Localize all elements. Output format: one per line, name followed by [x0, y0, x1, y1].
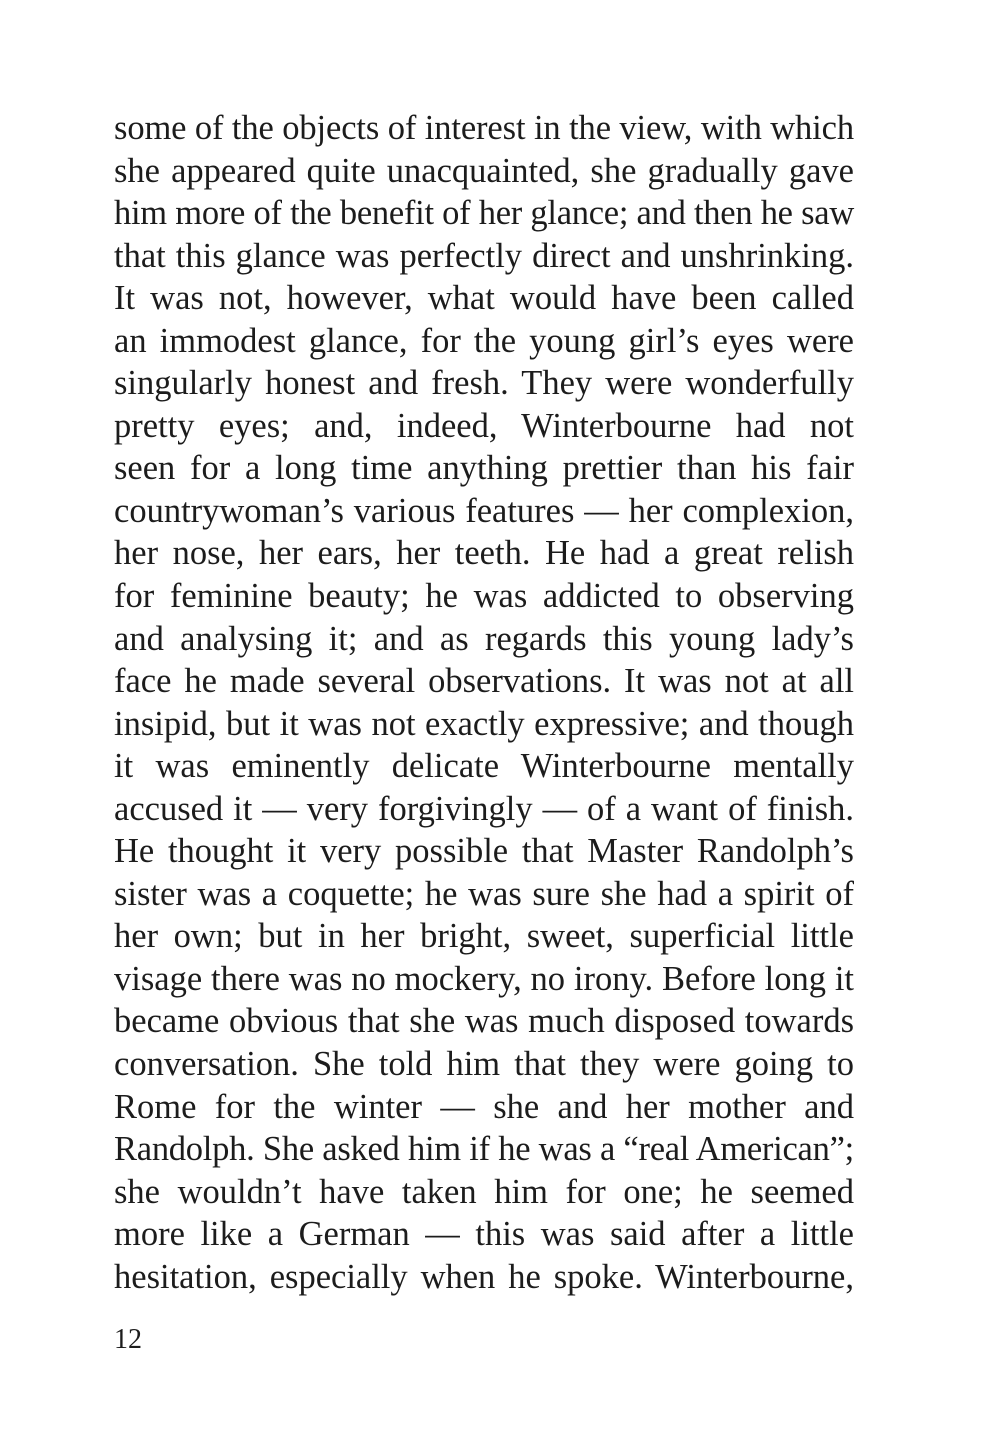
- text-line: became obvious that she was much disposed towards: [114, 1002, 854, 1041]
- text-line: conversation. She told him that they were going to: [114, 1045, 854, 1084]
- text-line: some of the objects of interest in the view, with which: [114, 109, 854, 147]
- text-line: she appeared quite unacquainted, she gradually gave: [114, 151, 854, 190]
- text-line: hesitation, especially when he spoke. Winterbourne,: [114, 1257, 854, 1296]
- text-line: visage there was no mockery, no irony. Before long it: [114, 959, 854, 998]
- text-line: He thought it very possible that Master Randolph’s: [114, 832, 854, 871]
- text-line: sister was a coquette; he was sure she had a spirit of: [114, 874, 854, 913]
- page-number: 12: [114, 1324, 142, 1355]
- text-line: it was eminently delicate Winterbourne mentally: [114, 747, 854, 786]
- text-line: for feminine beauty; he was addicted to observing: [114, 577, 854, 616]
- text-line: Rome for the winter — she and her mother and: [114, 1087, 854, 1126]
- text-line: singularly honest and fresh. They were wonderfully: [114, 364, 854, 403]
- text-line: seen for a long time anything prettier than his fair: [114, 449, 854, 488]
- text-line: she wouldn’t have taken him for one; he seemed: [114, 1172, 854, 1211]
- text-line: pretty eyes; and, indeed, Winterbourne had not: [114, 406, 854, 445]
- text-line: Randolph. She asked him if he was a “real American”;: [114, 1130, 854, 1169]
- text-line: countrywoman’s various features — her complexion,: [114, 491, 854, 530]
- text-line: face he made several observations. It was not at all: [114, 662, 854, 701]
- text-line: accused it — very forgivingly — of a want of finish.: [114, 789, 854, 828]
- text-line: and analysing it; and as regards this young lady’s: [114, 619, 854, 658]
- text-line: her own; but in her bright, sweet, superficial little: [114, 917, 854, 956]
- text-line: her nose, her ears, her teeth. He had a great relish: [114, 534, 854, 573]
- text-line: an immodest glance, for the young girl’s eyes were: [114, 321, 854, 360]
- text-line: It was not, however, what would have been called: [114, 279, 854, 318]
- text-line: him more of the benefit of her glance; and then he saw: [114, 194, 854, 233]
- body-text: [114, 107, 854, 1298]
- text-line: more like a German — this was said after a little: [114, 1215, 854, 1254]
- text-line: insipid, but it was not exactly expressive; and though: [114, 704, 854, 743]
- text-line: that this glance was perfectly direct and unshrinking.: [114, 236, 854, 275]
